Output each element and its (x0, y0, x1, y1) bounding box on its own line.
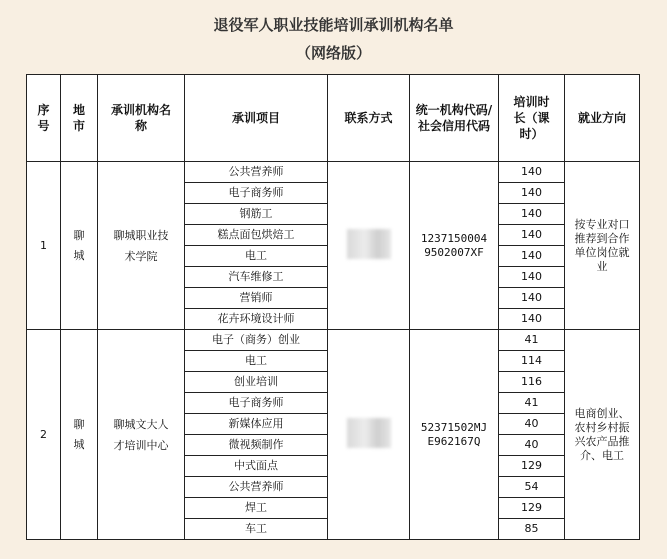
employment-direction: 按专业对口推荐到合作单位岗位就业 (574, 217, 630, 273)
project-cell: 钢筋工 (185, 204, 328, 225)
project-cell: 电子商务师 (185, 183, 328, 204)
hours-cell: 140 (499, 309, 565, 330)
hours-cell: 140 (499, 183, 565, 204)
hours-cell: 85 (499, 519, 565, 540)
document-subtitle: （网络版） (295, 44, 371, 62)
redacted-contact (347, 418, 391, 448)
project-cell: 电子（商务）创业 (185, 330, 328, 351)
hours-cell: 140 (499, 225, 565, 246)
seq-cell: 2 (27, 330, 61, 540)
table-row (27, 330, 640, 351)
hours-cell: 129 (499, 456, 565, 477)
project-cell: 电子商务师 (185, 393, 328, 414)
project-cell: 车工 (185, 519, 328, 540)
header-institution: 承训机构名称 (98, 75, 185, 162)
project-cell: 电工 (185, 351, 328, 372)
hours-cell: 54 (499, 477, 565, 498)
project-cell: 糕点面包烘焙工 (185, 225, 328, 246)
project-cell: 汽车维修工 (185, 267, 328, 288)
project-cell: 营销师 (185, 288, 328, 309)
hours-cell: 140 (499, 267, 565, 288)
hours-cell: 114 (499, 351, 565, 372)
institution-table (26, 74, 640, 540)
credit-code: 52371502MJE962167Q (420, 420, 488, 448)
city-cell (61, 162, 98, 330)
hours-cell: 116 (499, 372, 565, 393)
project-cell: 电工 (185, 246, 328, 267)
header-hours: 培训时长（课时） (499, 75, 565, 162)
header-project: 承训项目 (185, 75, 328, 162)
document-title: 退役军人职业技能培训承训机构名单 (213, 16, 454, 34)
table-header-row (27, 75, 640, 162)
project-cell: 中式面点 (185, 456, 328, 477)
hours-cell: 140 (499, 288, 565, 309)
hours-cell: 140 (499, 246, 565, 267)
credit-code: 12371500049502007XF (420, 231, 488, 259)
city-cell (61, 330, 98, 540)
table-row (27, 162, 640, 183)
seq-cell: 1 (27, 162, 61, 330)
credit-code-cell (410, 162, 499, 330)
hours-cell: 140 (499, 162, 565, 183)
header-seq: 序号 (27, 75, 61, 162)
contact-cell (328, 330, 410, 540)
employment-cell (565, 162, 640, 330)
employment-cell (565, 330, 640, 540)
redacted-contact (347, 229, 391, 259)
project-cell: 公共营养师 (185, 477, 328, 498)
contact-cell (328, 162, 410, 330)
header-employment: 就业方向 (565, 75, 640, 162)
hours-cell: 41 (499, 393, 565, 414)
city-text: 聊城 (73, 417, 85, 451)
hours-cell: 41 (499, 330, 565, 351)
employment-direction: 电商创业、农村乡村振兴农产品推介、电工 (574, 406, 630, 462)
header-city: 地市 (61, 75, 98, 162)
project-cell: 公共营养师 (185, 162, 328, 183)
institution-name: 聊城职业技术学院 (113, 228, 169, 263)
hours-cell: 140 (499, 204, 565, 225)
hours-cell: 40 (499, 435, 565, 456)
city-text: 聊城 (73, 228, 85, 262)
project-cell: 创业培训 (185, 372, 328, 393)
hours-cell: 40 (499, 414, 565, 435)
institution-name-cell (98, 330, 185, 540)
hours-cell: 129 (499, 498, 565, 519)
project-cell: 焊工 (185, 498, 328, 519)
institution-name-cell (98, 162, 185, 330)
project-cell: 微视频制作 (185, 435, 328, 456)
project-cell: 花卉环境设计师 (185, 309, 328, 330)
header-contact: 联系方式 (328, 75, 410, 162)
project-cell: 新媒体应用 (185, 414, 328, 435)
institution-name: 聊城文大人才培训中心 (113, 417, 169, 452)
credit-code-cell (410, 330, 499, 540)
header-credit-code: 统一机构代码/社会信用代码 (410, 75, 499, 162)
